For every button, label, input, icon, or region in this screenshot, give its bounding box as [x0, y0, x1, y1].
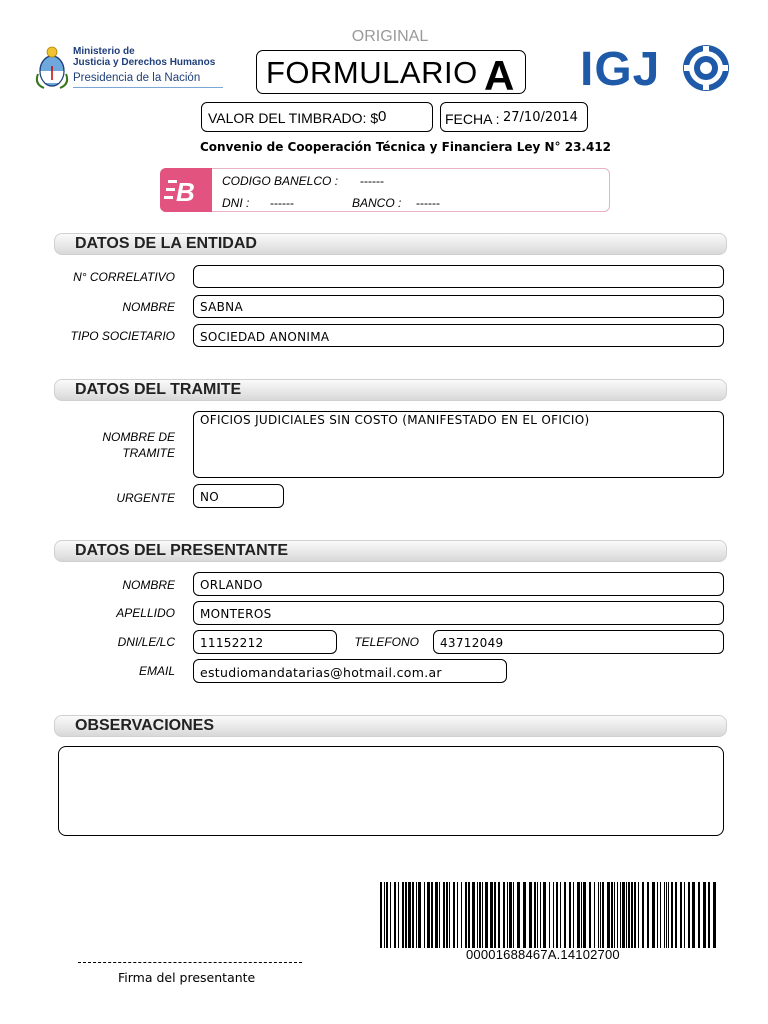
barcode-bar [657, 882, 658, 948]
copy-label: ORIGINAL [351, 28, 429, 45]
telefono-field[interactable] [433, 630, 724, 654]
barcode-bar [513, 882, 514, 948]
barcode-bar [509, 882, 512, 948]
barcode-bar [675, 882, 677, 948]
barcode-bar [457, 882, 458, 948]
barcode-bar [560, 882, 561, 948]
barcode-bar [485, 882, 488, 948]
barcode-bar [573, 882, 574, 948]
barcode-bar [408, 882, 411, 948]
banelco-dni-label: DNI : [222, 196, 250, 210]
barcode-bar [529, 882, 532, 948]
barcode-bar [617, 882, 618, 948]
tipo-societario-label: TIPO SOCIETARIO [70, 329, 175, 343]
barcode-bar [564, 882, 566, 948]
barcode-bar [708, 882, 710, 948]
banelco-banco-label: BANCO : [352, 196, 402, 210]
apellido-value: MONTEROS [200, 607, 272, 621]
barcode-bar [394, 882, 396, 948]
barcode-bar [507, 882, 508, 948]
observaciones-field[interactable] [58, 746, 724, 836]
barcode-bar [638, 882, 639, 948]
urgente-field[interactable] [193, 484, 284, 508]
barcode-bar [465, 882, 467, 948]
barcode-bar [583, 882, 586, 948]
form-title: FORMULARIO [266, 55, 478, 90]
banelco-codigo-label: CODIGO BANELCO : [222, 174, 339, 188]
barcode-bar [446, 882, 448, 948]
barcode-bar [402, 882, 404, 948]
barcode-bar [405, 882, 407, 948]
barcode-bar [594, 882, 595, 948]
tramite-nombre-label-line1: NOMBRE DE [102, 430, 175, 444]
form-letter: A [484, 52, 515, 99]
presentante-nombre-value: ORLANDO [200, 578, 263, 592]
entidad-nombre-field[interactable] [193, 295, 724, 318]
barcode-bar [666, 882, 667, 948]
dni-field[interactable] [193, 630, 337, 654]
correlativo-label: N° CORRELATIVO [73, 270, 175, 284]
barcode-bar [494, 882, 496, 948]
barcode-bar [380, 882, 382, 948]
barcode-bar [427, 882, 430, 948]
barcode-bar [628, 882, 630, 948]
tramite-nombre-label-line2: TRAMITE [122, 446, 175, 460]
barcode-bar [435, 882, 438, 948]
section-title-presentante: DATOS DEL PRESENTANTE [75, 542, 289, 559]
telefono-label: TELEFONO [354, 635, 419, 649]
barcode-bar [611, 882, 613, 948]
barcode-bar [537, 882, 538, 948]
barcode-bar [556, 882, 558, 948]
barcode-bar [569, 882, 571, 948]
email-value: estudiomandatarias@hotmail.com.ar [200, 665, 442, 680]
banelco-codigo-value[interactable]: ------ [360, 174, 384, 188]
signature-line [78, 962, 302, 963]
barcode-bar [614, 882, 615, 948]
barcode-bar [482, 882, 483, 948]
presentante-nombre-label: NOMBRE [122, 578, 175, 592]
barcode-bar [581, 882, 582, 948]
barcode-bar [453, 882, 455, 948]
ministry-name-line1: Ministerio de [73, 46, 135, 57]
barcode-bar [549, 882, 550, 948]
barcode-bar [688, 882, 690, 948]
barcode-bar [642, 882, 644, 948]
barcode-bar [477, 882, 478, 948]
barcode-bar [607, 882, 610, 948]
igj-logo-text: IGJ [580, 43, 661, 96]
barcode-bar [418, 882, 421, 948]
barcode-bar [647, 882, 649, 948]
barcode-bar [398, 882, 399, 948]
section-title-entidad: DATOS DE LA ENTIDAD [75, 235, 257, 252]
entidad-nombre-value: SABNA [200, 300, 243, 314]
barcode-bar [449, 882, 450, 948]
barcode-bar [664, 882, 665, 948]
barcode-bar [390, 882, 391, 948]
signature-label: Firma del presentante [118, 970, 256, 985]
barcode-bar [517, 882, 520, 948]
telefono-value: 43712049 [440, 636, 504, 650]
banelco-badge-letter: B [176, 177, 195, 207]
barcode-bar [602, 882, 604, 948]
barcode-bar [386, 882, 388, 948]
barcode-bar [577, 882, 580, 948]
barcode-bar [684, 882, 685, 948]
barcode-bar [660, 882, 661, 948]
fecha-label: FECHA : [445, 111, 500, 127]
banelco-badge [160, 168, 212, 212]
barcode-bar [626, 882, 627, 948]
barcode-bar [424, 882, 425, 948]
tramite-nombre-value: OFICIOS JUDICIALES SIN COSTO (MANIFESTADO EN EL OFICIO) [200, 413, 590, 427]
barcode-bar [589, 882, 591, 948]
banelco-banco-value[interactable]: ------ [416, 196, 440, 210]
correlativo-field[interactable] [193, 265, 724, 288]
barcode-bar [543, 882, 546, 948]
dni-value: 11152212 [200, 636, 264, 650]
barcode-bar [412, 882, 414, 948]
barcode-bar [703, 882, 706, 948]
barcode-bar [534, 882, 536, 948]
barcode-bar [631, 882, 633, 948]
barcode-bar [384, 882, 385, 948]
tramite-nombre-field[interactable] [193, 411, 724, 478]
barcode-bar [553, 882, 554, 948]
barcode-bar [692, 882, 695, 948]
apellido-label: APELLIDO [116, 606, 175, 620]
barcode-bar [490, 882, 493, 948]
barcode-bar [431, 882, 433, 948]
barcode-bar [540, 882, 541, 948]
entidad-nombre-label: NOMBRE [122, 300, 175, 314]
barcode-bar [498, 882, 500, 948]
coat-of-arms-icon [34, 44, 70, 92]
barcode-bar [713, 882, 716, 948]
ministry-name-line2: Justicia y Derechos Humanos [73, 57, 216, 68]
dni-label: DNI/LE/LC [117, 635, 175, 649]
barcode-bar [680, 882, 682, 948]
presentante-nombre-field[interactable] [193, 572, 724, 596]
timbrado-value[interactable]: 0 [378, 108, 387, 125]
fecha-value[interactable]: 27/10/2014 [503, 110, 578, 125]
barcode-bar [468, 882, 470, 948]
urgente-value: NO [200, 490, 220, 504]
barcode-bar [668, 882, 669, 948]
ministry-name-line3: Presidencia de la Nación [73, 72, 201, 84]
section-title-observaciones: OBSERVACIONES [75, 717, 214, 734]
convenio-text: Convenio de Cooperación Técnica y Financiera Ley N° 23.412 [200, 140, 612, 154]
barcode-bar [472, 882, 475, 948]
barcode-bar [622, 882, 625, 948]
barcode-bar [461, 882, 462, 948]
banelco-logo-icon [160, 168, 212, 212]
section-title-tramite: DATOS DEL TRAMITE [75, 381, 242, 398]
barcode-bar [598, 882, 599, 948]
barcode-bar [416, 882, 417, 948]
barcode-bar [479, 882, 481, 948]
barcode-bar [698, 882, 700, 948]
tipo-societario-value: SOCIEDAD ANONIMA [200, 330, 330, 344]
barcode-bar [523, 882, 526, 948]
urgente-label: URGENTE [116, 491, 175, 505]
email-label: EMAIL [138, 664, 175, 678]
barcode-bar [620, 882, 621, 948]
email-field[interactable] [193, 659, 507, 683]
tipo-societario-field[interactable] [193, 324, 724, 347]
apellido-field[interactable] [193, 601, 724, 625]
igj-logo-icon [677, 43, 735, 93]
barcode-bar [503, 882, 505, 948]
barcode-bar [439, 882, 440, 948]
barcode-bar [600, 882, 601, 948]
barcode-number: 00001688467A.14102700 [466, 947, 620, 962]
barcode-bar [671, 882, 673, 948]
barcode-bar [652, 882, 655, 948]
timbrado-label: VALOR DEL TIMBRADO: $ [208, 110, 379, 126]
barcode-bar [443, 882, 445, 948]
banelco-dni-value[interactable]: ------ [270, 196, 294, 210]
ministry-divider [73, 87, 223, 88]
barcode-bar [634, 882, 636, 948]
barcode-image [380, 882, 718, 948]
